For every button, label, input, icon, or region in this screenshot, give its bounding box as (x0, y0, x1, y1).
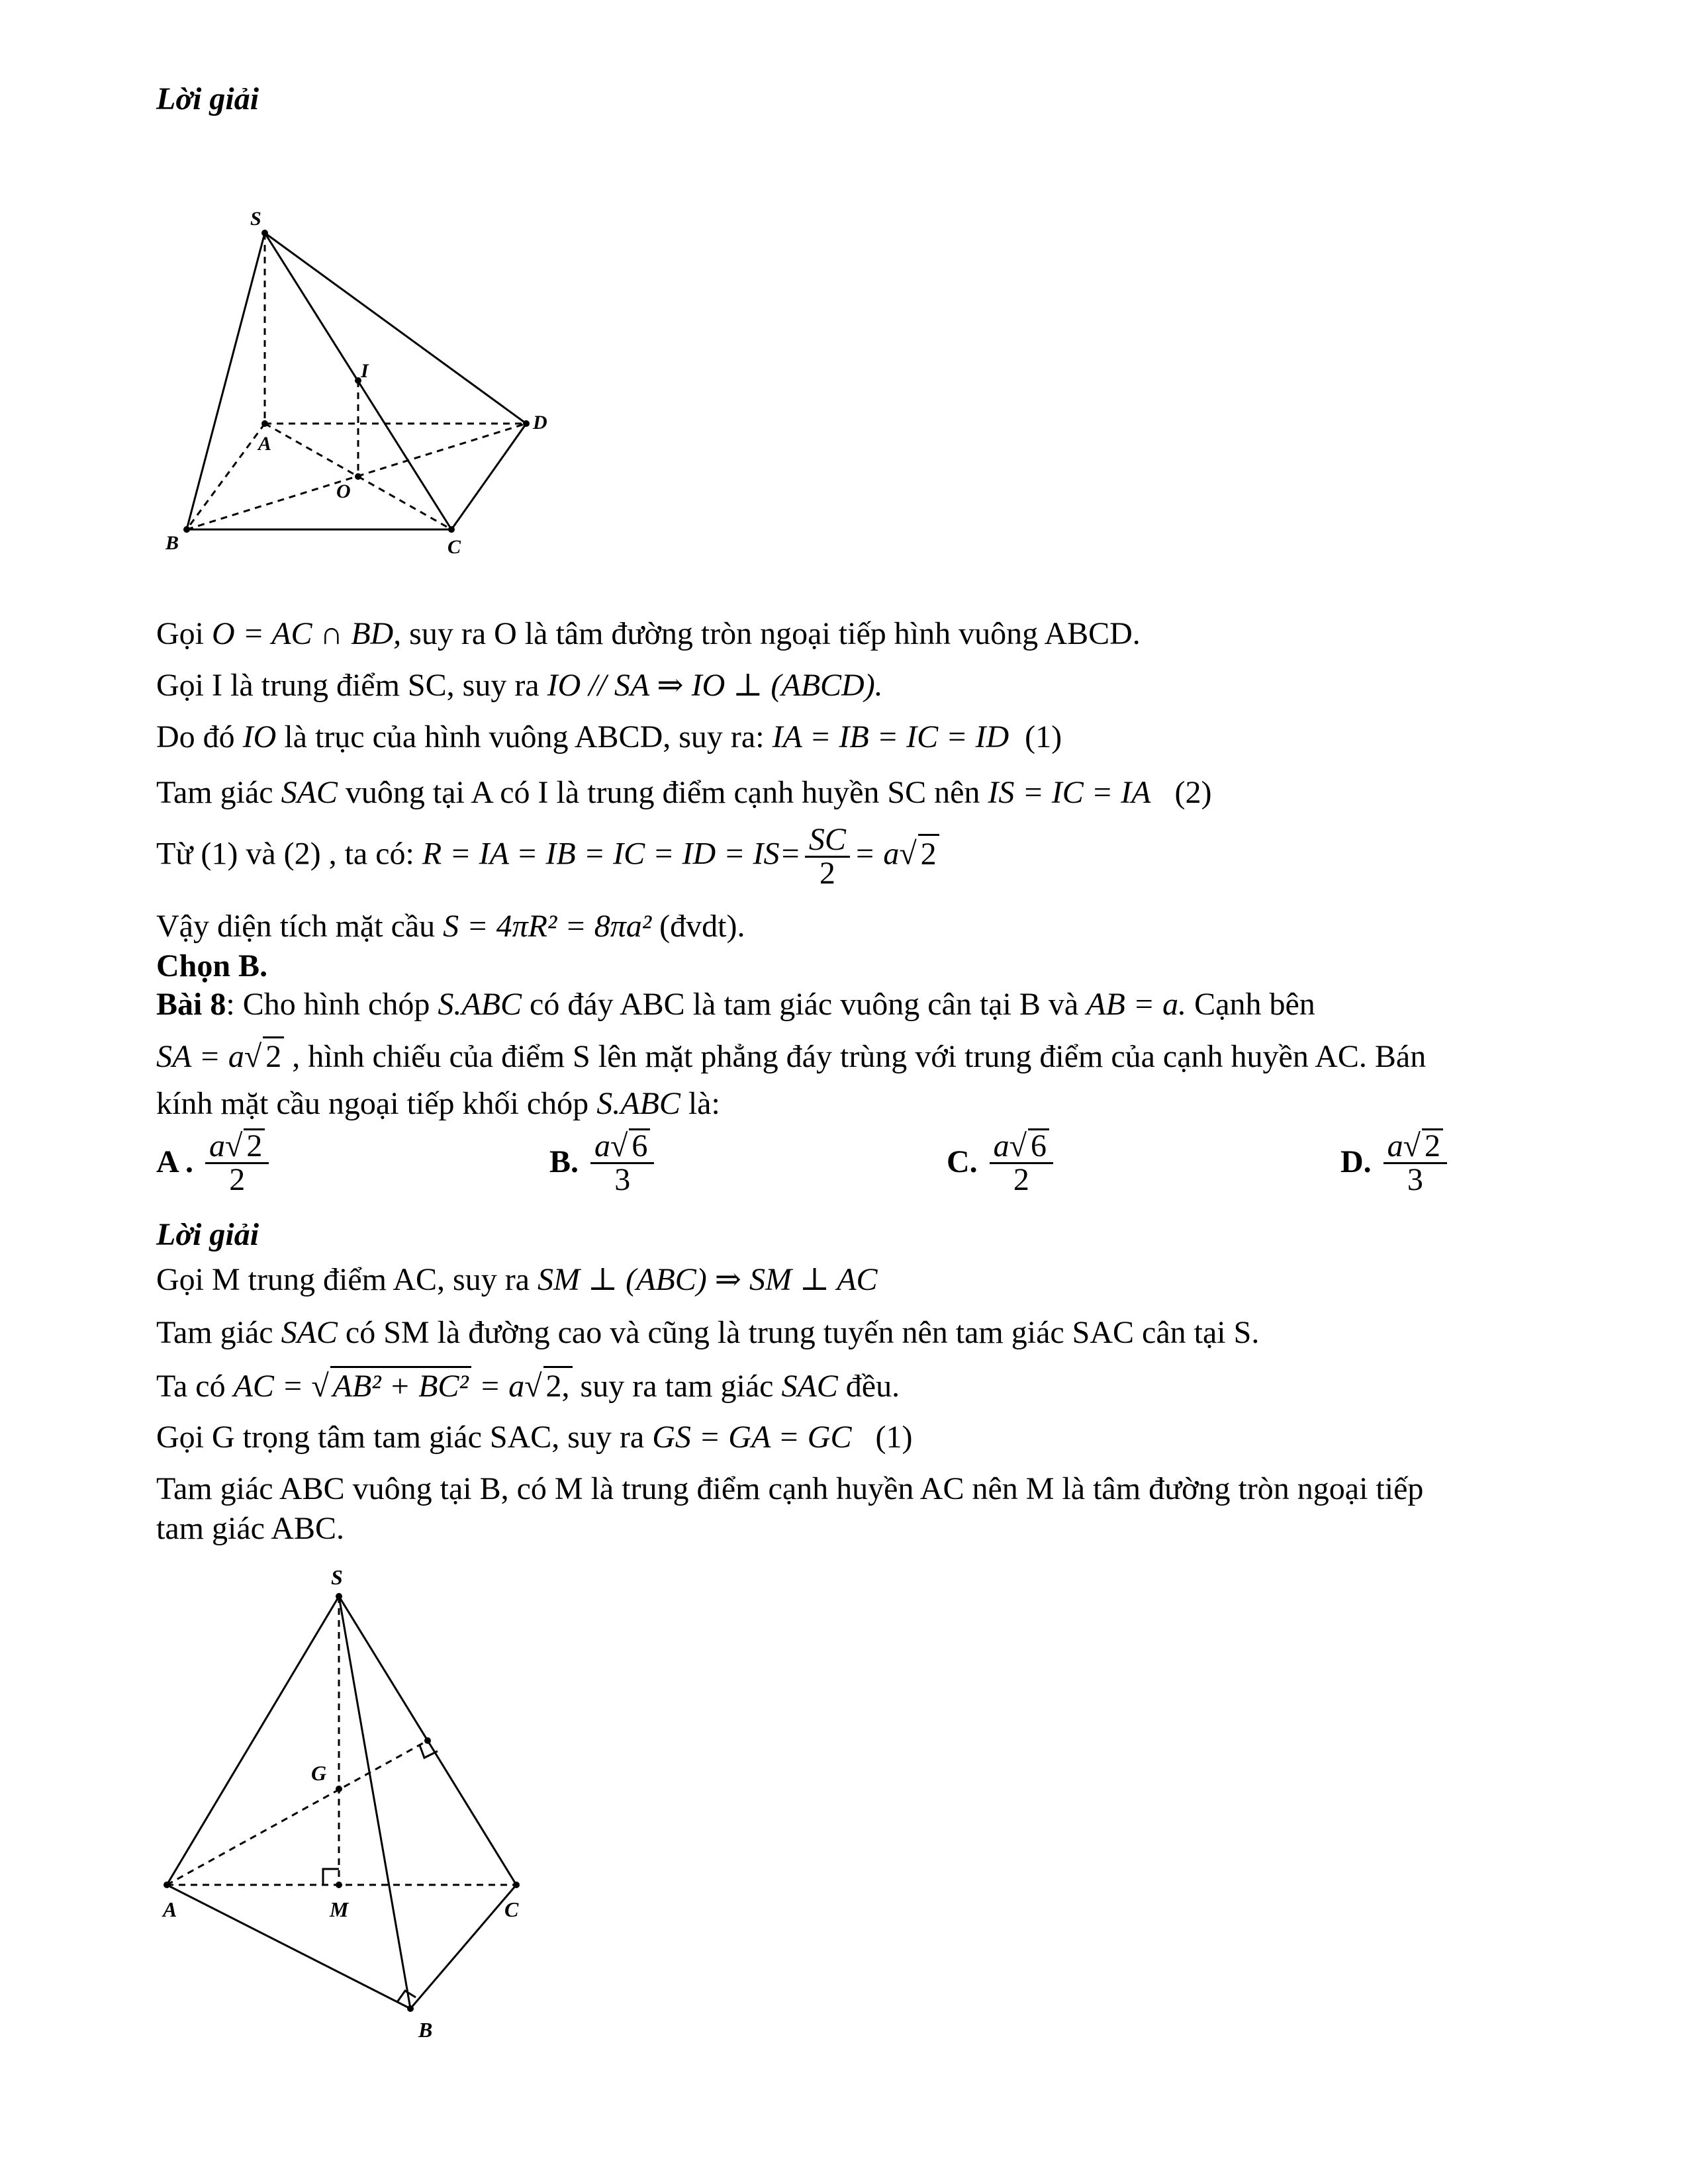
label-S: S (331, 1565, 343, 1589)
label-C: C (447, 536, 461, 558)
chon-answer: Chọn B. (156, 948, 268, 983)
solution-heading-2: Lời giải (156, 1217, 259, 1252)
label-C: C (504, 1897, 519, 1921)
pyramid-figure-1 (152, 205, 563, 563)
sol1-line-5: Từ (1) và (2) , ta có: R = IA = IB = IC = ID = IS= $\frac{SC}{2}$ = a√ 2 (156, 824, 939, 897)
sol2-line-2: Tam giác SAC có SM là đường cao và cũng là trung tuyến nên tam giác SAC cân tại S. (156, 1315, 1260, 1350)
label-G: G (311, 1761, 327, 1785)
edge-SB (339, 1596, 410, 2009)
right-angle-M (323, 1869, 339, 1885)
sol2-line-3: Ta có AC = √ AB² + BC² = a√ 2, suy ra tam giác SAC đều. (156, 1366, 900, 1405)
sol2-line-5: Tam giác ABC vuông tại B, có M là trung điểm cạnh huyền AC nên M là tâm đường tròn ngoại tiếp (156, 1471, 1424, 1506)
solution-heading-1: Lời giải (156, 81, 259, 116)
label-D: D (533, 412, 547, 433)
edge-SA (167, 1596, 339, 1885)
option-C[interactable]: C. $\frac{a√ 6}{2}$ (947, 1128, 1057, 1196)
option-A[interactable]: A . $\frac{a√ 2}{2}$ (156, 1128, 273, 1196)
label-B: B (418, 2018, 433, 2042)
option-D[interactable]: D. $\frac{a√ 2}{3}$ (1340, 1128, 1451, 1196)
edge-SB (187, 233, 265, 529)
bai8-line-1: Bài 8: Cho hình chóp S.ABC có đáy ABC là tam giác vuông cân tại B và AB = a. Cạnh bên (156, 987, 1315, 1022)
label-B: B (165, 532, 179, 554)
bai8-line-2: SA = a√ 2 , hình chiếu của điểm S lên mặt phẳng đáy trùng với trung điểm của cạnh huyền AC. Bán (156, 1036, 1426, 1075)
edge-SD (265, 233, 526, 424)
label-O: O (336, 480, 351, 502)
label-M: M (330, 1897, 349, 1921)
sol1-line-4: Tam giác SAC vuông tại A có I là trung điểm cạnh huyền SC nên IS = IC = IA (2) (156, 775, 1212, 810)
pyramid-figure-2 (152, 1549, 549, 2052)
label-I: I (361, 360, 369, 382)
sol1-line-1: Gọi O = AC ∩ BD, suy ra O là tâm đường tròn ngoại tiếp hình vuông ABCD. (156, 616, 1141, 651)
right-angle-B (397, 1991, 416, 2002)
edge-CD (451, 424, 526, 529)
label-A: A (258, 433, 272, 455)
median-A (167, 1741, 428, 1885)
label-A: A (163, 1897, 177, 1921)
sol1-line-2: Gọi I là trung điểm SC, suy ra IO // SA ⇒ IO ⊥ (ABCD). (156, 668, 883, 703)
label-S: S (250, 208, 261, 230)
sol2-line-4: Gọi G trọng tâm tam giác SAC, suy ra GS = GA = GC (1) (156, 1420, 913, 1455)
edge-AB (167, 1885, 410, 2009)
option-B[interactable]: B. $\frac{a√ 6}{3}$ (549, 1128, 658, 1196)
edge-AB (187, 424, 265, 529)
sol2-line-6: tam giác ABC. (156, 1511, 344, 1546)
edge-BC (410, 1885, 516, 2009)
right-angle-SC (420, 1745, 438, 1758)
sol2-line-1: Gọi M trung điểm AC, suy ra SM ⊥ (ABC) ⇒ SM ⊥ AC (156, 1262, 878, 1297)
bai8-line-3: kính mặt cầu ngoại tiếp khối chóp S.ABC là: (156, 1086, 720, 1121)
sol1-line-3: Do đó IO là trục của hình vuông ABCD, suy ra: IA = IB = IC = ID (1) (156, 719, 1062, 754)
sol1-line-6: Vậy diện tích mặt cầu S = 4πR² = 8πa² (đvdt). (156, 909, 745, 944)
